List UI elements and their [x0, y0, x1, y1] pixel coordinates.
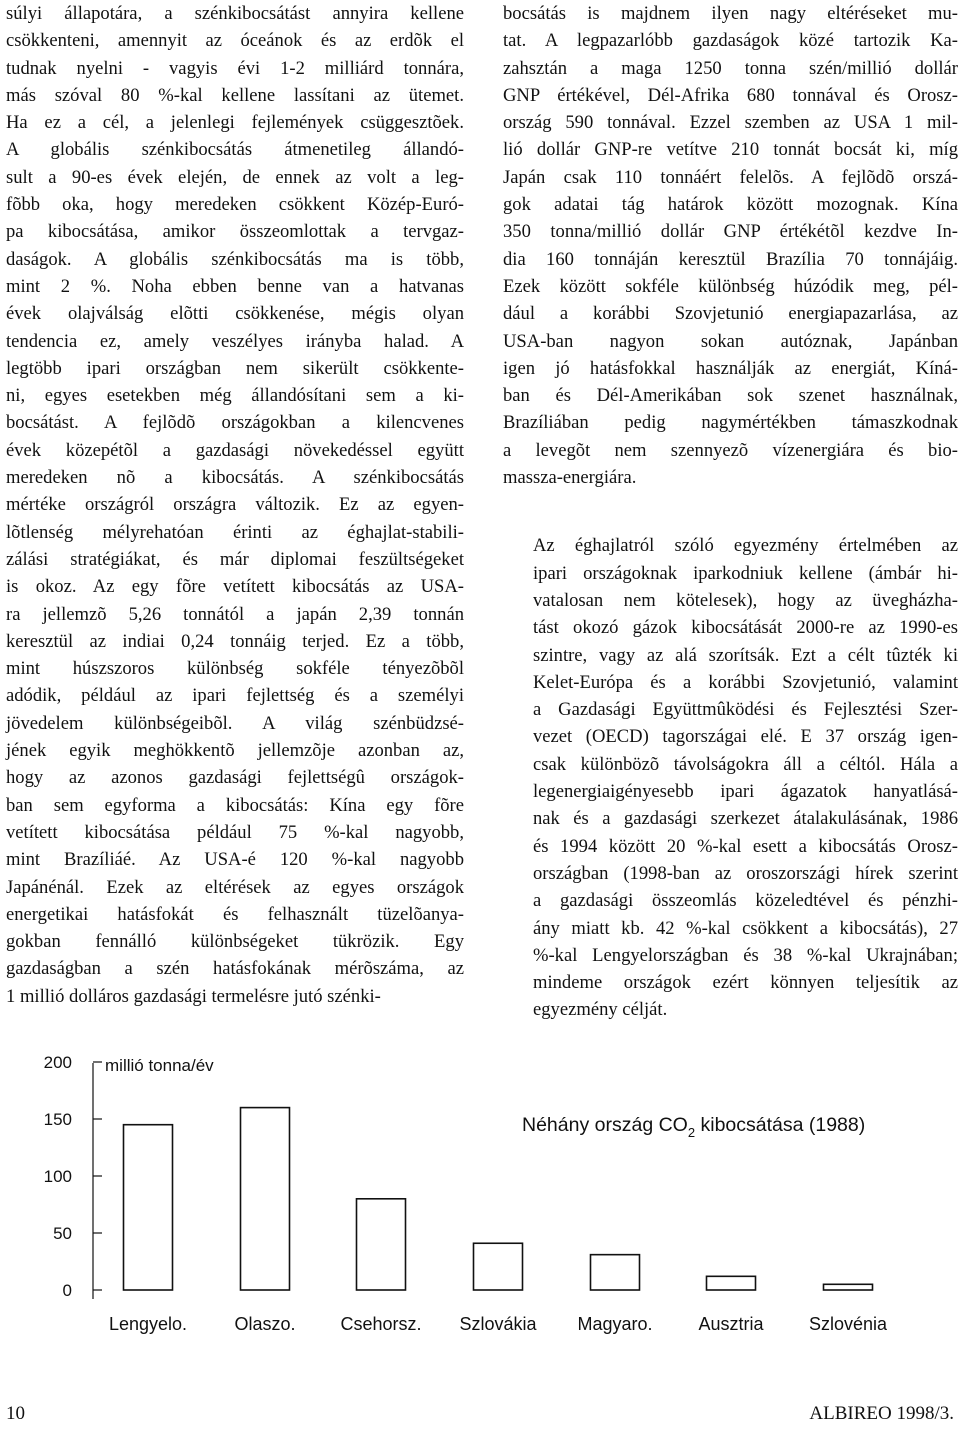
left-line: pa kibocsátása, amikor összeomlottak a tervgaz-: [6, 221, 464, 243]
right-b-line: Kelet-Európa és a korábbi Szovjetunió, valamint: [533, 671, 958, 693]
bar: [707, 1276, 756, 1290]
right-b-line: vezet (OECD) tagországai elé. E 37 ország igen-: [533, 726, 958, 748]
left-line: jövedelem különbségeibõl. A világ szénbüdzsé-: [6, 712, 464, 734]
right-b-line: legenergiaigényesebb ipari ágazatok hanyatlásá-: [533, 781, 958, 803]
left-line: adódik, például az ipari fejlettség és a személyi: [6, 685, 464, 707]
right-b-line: szintre, vagy az alá szorítsák. Ezt a célt tûzték ki: [533, 644, 958, 666]
bar: [474, 1243, 523, 1290]
left-line: mértéke országról országra változik. Ez az egyen-: [6, 494, 464, 516]
right-paragraph-1: [503, 0, 958, 491]
right-a-line: ország 590 tonnával. Ezzel szemben az USA 1 mil-: [503, 112, 958, 134]
left-line: csökkenteni, amennyit az óceánok és az erdõk el: [6, 30, 464, 52]
y-tick-label: 50: [53, 1224, 72, 1243]
category-label: Lengyelo.: [108, 1314, 188, 1334]
left-line: Ha ez a cél, a jelenlegi fejlemények csüggesztõek.: [6, 112, 464, 134]
bar: [591, 1255, 640, 1290]
left-line: tudnak nyelni - vagyis évi 1-2 milliárd tonnára,: [6, 57, 464, 79]
right-b-line: mindeme országok ezért könnyen teljesítik az: [533, 972, 958, 994]
right-a-line: zahsztán a maga 1250 tonna szén/millió dollár: [503, 57, 958, 79]
left-line: mint 2 %. Noha ebben benne van a hatvanas: [6, 275, 464, 297]
right-b-line: a gazdasági összeomlás közeledtével és pénzhi-: [533, 890, 958, 912]
chart-title-subscript: 2: [687, 1125, 696, 1140]
bar: [124, 1125, 173, 1290]
left-line: keresztül az indiai 0,24 tonnáig terjed. Ez a több,: [6, 630, 464, 652]
right-a-line: dia 160 tonnáján keresztül Brazília 70 tonnájáig.: [503, 248, 958, 270]
right-a-line: gok adatai tág határok között mozognak. Kína: [503, 194, 958, 216]
bar: [241, 1108, 290, 1290]
right-b-line: Az éghajlatról szóló egyezmény értelmében az: [533, 535, 958, 557]
left-line: Japánénál. Ezek az eltérések az egyes országok: [6, 876, 464, 898]
right-b-line: csak különbözõ távolságokra áll a céltól. Hála a: [533, 753, 958, 775]
journal-issue: ALBIREO 1998/3.: [809, 1403, 954, 1424]
right-a-line: USA-ban nagyon sokan autóznak, Japánban: [503, 330, 958, 352]
left-line: fõbb oka, hogy meredeken csökkent Közép-Euró-: [6, 194, 464, 216]
left-paragraph: [6, 0, 464, 1010]
left-line: évek közepétõl a gazdasági növekedéssel együtt: [6, 439, 464, 461]
category-label: Magyaro.: [577, 1314, 653, 1334]
chart-title-main: Néhány ország CO: [522, 1114, 688, 1136]
left-line: más szóval 80 %-kal kellene lassítani az ütemet.: [6, 84, 464, 106]
emission-bar-chart: [0, 1045, 960, 1345]
chart-svg: [0, 1045, 960, 1345]
bar: [824, 1284, 873, 1290]
left-line: ni, egyes esetekben még állandósítani sem a ki-: [6, 385, 464, 407]
right-a-line: massza-energiára.: [503, 467, 637, 489]
right-b-line: nak és a gazdasági szerkezet átalakulásának, 1986: [533, 808, 958, 830]
left-line: jének egyik meghökkentõ jellemzõje azonban az,: [6, 740, 464, 762]
left-line: is okoz. Az egy fõre vetített kibocsátás az USA-: [6, 576, 464, 598]
right-b-line: a Gazdasági Együttmûködési és Fejlesztési Szer-: [533, 699, 958, 721]
category-label: Csehorsz.: [340, 1314, 422, 1334]
right-a-line: lió dollár GNP-re vetítve 210 tonnát bocsát ki, míg: [503, 139, 958, 161]
category-labels: [109, 1314, 888, 1334]
left-line: meredeken nõ a kibocsátás. A szénkibocsátás: [6, 467, 464, 489]
left-text-column: [6, 0, 464, 1010]
right-b-line: országban (1998-ban az oroszországi hírek szerint: [533, 862, 958, 884]
y-tick-label: 200: [43, 1053, 72, 1072]
right-a-line: Japán csak 110 tonnáért felelõs. A fejlõdõ orszá-: [503, 166, 958, 188]
right-b-line: tást okozó gázok kibocsátását 2000-re az 1990-es: [533, 617, 958, 639]
left-line: mint húszszoros különbség sokféle tényezõbõl: [6, 658, 464, 680]
left-line: vetített kibocsátása például 75 %-kal nagyobb,: [6, 821, 464, 843]
left-line: mint Brazíliáé. Az USA-é 120 %-kal nagyobb: [6, 849, 464, 871]
right-a-line: tat. A legpazarlóbb gazdaságok közé tartozik Ka-: [503, 30, 958, 52]
left-line: gazdaságban a szén hatásfokának mérõszáma, az: [6, 958, 464, 980]
right-b-line: és 1994 között 20 %-kal esett a kibocsátás Orosz-: [533, 835, 958, 857]
left-line: 1 millió dolláros gazdasági termelésre jutó szénki-: [6, 985, 381, 1007]
right-a-line: bocsátás is majdnem ilyen nagy eltéréseket mu-: [503, 3, 958, 24]
right-a-line: dául a korábbi Szovjetunió energiapazarlása, az: [503, 303, 958, 325]
left-line: hogy az azonos gazdasági fejlettségû országok-: [6, 767, 464, 789]
left-line: legtöbb ipari országban nem sikerült csökkente-: [6, 357, 464, 379]
right-a-line: a levegõt nem szennyezõ vízenergiára és bio-: [503, 439, 958, 461]
right-a-line: Ezek között sokféle különbség húzódik meg, pél-: [503, 275, 958, 297]
category-label: Ausztria: [698, 1314, 764, 1334]
category-label: Szlovákia: [459, 1314, 537, 1334]
left-line: daságok. A globális szénkibocsátás ma is több,: [6, 248, 464, 270]
left-line: gokban fennálló különbségeket tükrözik. Egy: [6, 931, 464, 953]
right-a-line: ban és Dél-Amerikában sok szenet használnak,: [503, 385, 958, 407]
left-line: sult a 90-es évek elején, de ennek az volt a leg-: [6, 166, 464, 188]
left-line: energetikai hatásfokát és felhasznált tüzelõanya-: [6, 903, 464, 925]
y-tick-label: 0: [62, 1281, 72, 1300]
right-b-line: egyezmény célját.: [533, 999, 668, 1021]
category-label: Szlovénia: [808, 1314, 888, 1334]
right-a-line: 350 tonna/millió dollár GNP értékétõl kezdve In-: [503, 221, 958, 243]
y-axis-label: millió tonna/év: [105, 1056, 214, 1075]
right-a-line: igen jó hatásfokkal használják az energiát, Kíná-: [503, 357, 958, 379]
left-line: A globális szénkibocsátás átmenetileg állandó-: [6, 139, 464, 161]
bar: [357, 1199, 406, 1290]
left-line: ra jellemzõ 5,26 tonnától a japán 2,39 tonnán: [6, 603, 464, 625]
right-a-line: GNP értékével, Dél-Afrika 680 tonnával és Orosz-: [503, 84, 958, 106]
right-b-line: ány miatt kb. 42 %-kal csökkent a kibocsátás), 27: [533, 917, 958, 939]
left-line: súlyi állapotára, a szénkibocsátást annyira kellene: [6, 3, 464, 24]
y-tick-label: 100: [43, 1167, 72, 1186]
left-line: zálási stratégiákat, és már diplomai feszültségeket: [6, 548, 464, 570]
right-b-line: ipari országoknak iparkodniuk kellene (ámbár hi-: [533, 562, 958, 584]
chart-title: [522, 1114, 865, 1140]
left-line: ban sem egyforma a kibocsátás: Kína egy fõre: [6, 794, 464, 816]
y-tick-label: 150: [43, 1110, 72, 1129]
right-b-line: %-kal Lengyelországban és 38 %-kal Ukrajnában;: [533, 944, 958, 966]
left-line: lõtlenség mélyrehatóan érinti az éghajlat-stabili-: [6, 521, 464, 543]
left-line: évek olajválság elõtti csökkenése, mégis olyan: [6, 303, 464, 325]
left-line: bocsátást. A fejlõdõ országokban a kilencvenes: [6, 412, 464, 434]
right-a-line: Brazíliában pedig nagymértékben támaszkodnak: [503, 412, 958, 434]
page-number: 10: [6, 1403, 25, 1424]
right-b-line: vatalosan nem kötelesek), hogy az üvegházha-: [533, 589, 958, 611]
left-line: tendencia ez, amely veszélyes irányba halad. A: [6, 330, 464, 352]
category-label: Olaszo.: [234, 1314, 296, 1334]
right-paragraph-2: [503, 532, 958, 1023]
right-text-column: [503, 0, 958, 1024]
chart-title-rest: kibocsátása (1988): [695, 1114, 866, 1136]
